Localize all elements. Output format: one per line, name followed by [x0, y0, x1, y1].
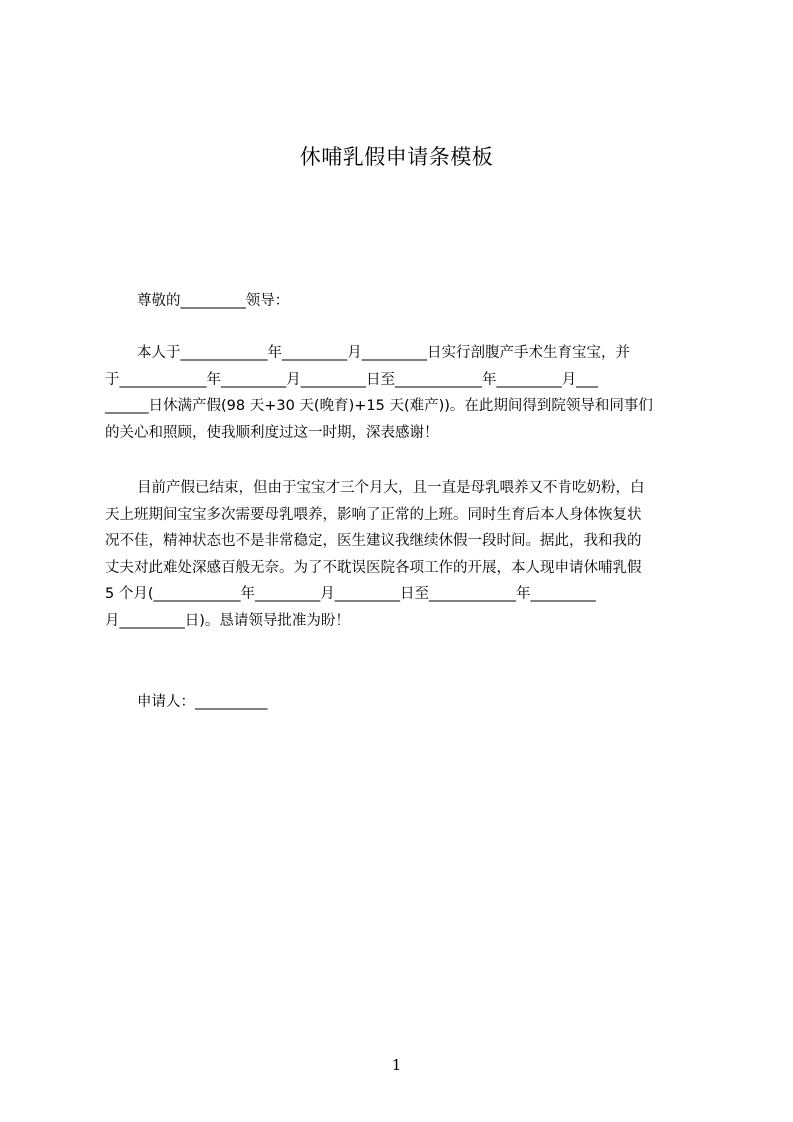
applicant-signature-line: 申请人：__________	[137, 694, 268, 710]
paragraph-line: 况不佳，精神状态也不是非常稳定，医生建议我继续休假一段时间。据此，我和我的	[105, 533, 642, 550]
page-number: 1	[391, 1056, 402, 1074]
paragraph-line: 于____________年_________月_________日至____________年_________月___	[105, 371, 598, 388]
paragraph-line: 月_________日)。恳请领导批准为盼！	[105, 612, 350, 629]
paragraph-line: 的关心和照顾，使我顺利度过这一时期，深表感谢！	[105, 424, 439, 441]
document-title: 休哺乳假申请条模板	[299, 145, 494, 169]
paragraph-line: 目前产假已结束，但由于宝宝才三个月大，且一直是母乳喂养又不肯吃奶粉，白	[137, 480, 645, 496]
paragraph-line: ______日休满产假(98 天+30 天(晚育)+15 天(难产))。在此期间得到院领导和同事们	[105, 398, 653, 415]
paragraph-line: 本人于____________年_________月_________日实行剖腹产手术生育宝宝，并	[137, 345, 630, 361]
paragraph-line: 5 个月(____________年_________月_________日至____________年_________	[105, 586, 596, 603]
paragraph-line: 天上班期间宝宝多次需要母乳喂养，影响了正常的上班。同时生育后本人身体恢复状	[105, 506, 642, 523]
paragraph-leave-history	[105, 340, 695, 446]
salutation: 尊敬的_________领导：	[137, 293, 290, 309]
paragraph-leave-request	[105, 475, 695, 635]
paragraph-line: 丈夫对此难处深感百般无奈。为了不耽误医院各项工作的开展，本人现申请休哺乳假	[105, 559, 642, 576]
